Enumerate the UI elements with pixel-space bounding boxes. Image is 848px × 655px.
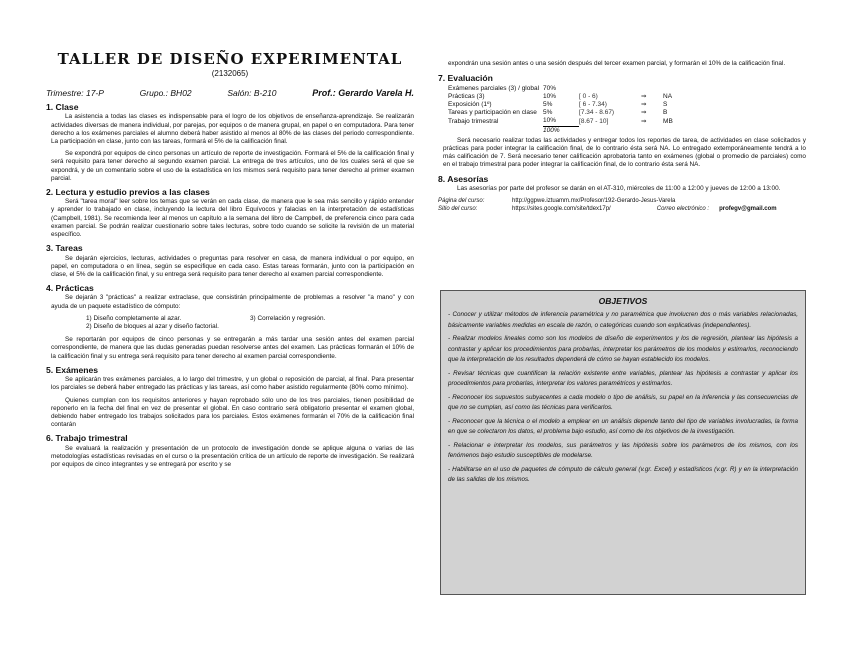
grupo: Grupo.: BH02 xyxy=(139,88,192,98)
document-title: TALLER DE DISEÑO EXPERIMENTAL xyxy=(57,50,403,68)
arrow-icon: ⇒ xyxy=(641,92,647,100)
section-examenes xyxy=(46,366,414,430)
list-item: 3) Correlación y regresión. xyxy=(250,314,326,322)
objetivo-item: - Realizar modelos lineales como son los modelos de diseño de experimentos y los de regresión, plantear las hipótesis a contrastar y aplicar los procedimientos para probarlas, interpretar los parámetros de los modelos y estimarlos, reconociendo que la interpretación de los resultados dependerá de cómo se hayan establecido los modelos. xyxy=(448,335,798,363)
asesorias-text: Las asesorías por parte del profesor se darán en el AT-310, miércoles de 11:00 a 12:00 y jueves de 12:00 a 13:00. xyxy=(457,184,781,192)
objetivo-item: - Conocer y utilizar métodos de inferencia paramétrica y no paramétrica que involucren dos o más variables relacionadas, básicamente variables medidas en escala de razón, o categóricas cuando son explicativas (independientes). xyxy=(448,311,798,329)
evaluation-row xyxy=(448,117,691,126)
evaluation-note: Será necesario realizar todas las actividades y entregar todos los reportes de tarea, de actividades en clase solicitados y prácticas para poder integrar la calificación final, de lo contrario ésta será NA. Lo entregado extemporáneamente tendrá a lo más calificación de 7. Será necesario tener calificación aprobatoria tanto en exámenes (global o promedio de parciales) como en el trabajo trimestral para poder integrar la calificación final, de lo contrario ésta será NA. xyxy=(443,136,806,169)
grade-range: [ 0 - 6) xyxy=(579,92,598,100)
evaluation-item: Exámenes parciales (3) / global xyxy=(448,84,540,92)
objetivo-item: - Revisar técnicas que cuantifican la relación existente entre variables, plantear las hipótesis a contrastar y aplicar los procedimientos para probarlas, interpretar los valores paramétricos y estimarlos. xyxy=(448,369,798,387)
section-title: 5. Exámenes xyxy=(46,364,99,375)
evaluation-table xyxy=(448,85,691,135)
grade-range: [8.67 - 10] xyxy=(579,117,609,125)
section-clase xyxy=(46,103,414,183)
section-paragraph: Se dejarán ejercicios, lecturas, actividades o preguntas para resolver en casa, de manera individual o por equipo, en papel, en computadora o en línea, según se especifique en cada caso. Estas tareas formarán, junto con la participación en clase, el 5% de la calificación final, y su entrega será requisito para tener derecho al examen parcial correspondiente. xyxy=(51,254,414,278)
section-title: 4. Prácticas xyxy=(46,283,94,294)
email-label: Correo electrónico : xyxy=(656,206,710,213)
objetivo-item: - Relacionar e interpretar los modelos, sus parámetros y las hipótesis sobre los parámetros de los mismos, con los fenómenos bajo estudio susceptibles de modelarse. xyxy=(448,441,798,459)
section-paragraph: Se dejarán 3 "prácticas" a realizar extraclase, que consistirán principalmente de problemas a resolver "a mano" y con ayuda de un paquete estadístico de cómputo: xyxy=(51,294,414,310)
evaluation-total: 100% xyxy=(543,126,579,135)
objetivo-item: - Reconocer que la técnica o el modelo a emplear en un análisis depende tanto del tipo de variables involucradas, la forma en que se colectaron los datos, el problema bajo estudio, así como de los objetivos de la investigación. xyxy=(448,417,798,435)
section-practicas xyxy=(46,284,414,361)
section-trabajo-trimestral xyxy=(46,434,414,469)
right-column xyxy=(438,60,806,213)
section-paragraph: Se evaluará la realización y presentación de un protocolo de investigación donde se aplique alguna o varias de las metodologías estadísticas revisadas en el curso o la presentación crítica de un artículo de reporte de investigación. Se realizará por equipos de cinco integrantes y se entregará por escrito y se xyxy=(51,444,414,469)
course-meta-row xyxy=(46,88,414,98)
section-title: 8. Asesorías xyxy=(438,173,489,184)
grade-label: MB xyxy=(663,117,673,125)
section-paragraph: Será "tarea moral" leer sobre los temas que se verán en cada clase, de manera que le sea más sencillo y rápido entender y aprender lo trabajado en clase, incluyendo la lectura del libro Equívocos y falacias en la interpretación de estadísticas (Campbell, 1981). Se recomienda leer al menos un capítulo a la semana del libro de Campbell, de preferencia cinco para cada examen parcial. Se podrán realizar cuestionario sobre tales lecturas, sobre todo cuando se solicite la revisión de un material específico. xyxy=(51,198,414,239)
grade-range xyxy=(579,85,641,93)
profesor: Prof.: Gerardo Varela H. xyxy=(312,88,414,98)
grade-label xyxy=(663,85,691,93)
evaluation-row xyxy=(448,109,691,117)
evaluation-table-wrap xyxy=(448,85,806,135)
course-page-label: Página del curso: xyxy=(438,198,485,205)
trabajo-continuation xyxy=(438,60,806,68)
grade-label: NA xyxy=(663,92,673,100)
section-tareas xyxy=(46,244,414,279)
evaluation-percent: 10% xyxy=(543,117,557,125)
evaluation-row xyxy=(448,101,691,109)
evaluation-row xyxy=(448,93,691,101)
list-item: 2) Diseño de bloques al azar y diseño factorial. xyxy=(86,323,219,331)
arrow-icon: ⇒ xyxy=(641,109,647,117)
objetivos-list xyxy=(448,310,798,486)
section-title: 2. Lectura y estudio previos a las clases xyxy=(46,186,210,197)
section-paragraph: Quienes cumplan con los requisitos anteriores y hayan reprobado sólo uno de los tres parciales, tienen posibilidad de reponerlo en la fecha del final en vez de presentar el global. En caso contrario será obligatorio presentar el examen global, debiendo haber entregado los trabajos solicitados para los parciales. Estos exámenes formarán el 70% de la calificación final contarán xyxy=(51,396,414,429)
evaluation-percent: 5% xyxy=(543,109,553,117)
evaluation-percent: 10% xyxy=(543,92,557,100)
section-title: 6. Trabajo trimestral xyxy=(46,433,128,444)
course-page-link[interactable]: http://ggpwe.iztuamm.mx/Profesor/192-Gerardo-Jesus-Varela xyxy=(512,198,676,205)
section-evaluacion xyxy=(438,74,806,169)
evaluation-item: Prácticas (3) xyxy=(448,92,485,100)
evaluation-item: Exposición (1º) xyxy=(448,100,492,108)
arrow-icon: ⇒ xyxy=(641,100,647,108)
grade-range: [7.34 - 8.67) xyxy=(579,109,615,117)
section-title: 1. Clase xyxy=(46,102,79,112)
grade-label: B xyxy=(663,109,668,117)
section-title: 7. Evaluación xyxy=(438,73,493,84)
section-lectura xyxy=(46,188,414,239)
objetivo-item: - Habilitarse en el uso de paquetes de cómputo de cálculo general (v.gr. Excel) y estadísticos (v.gr. R) y en la interpretación de las salidas de los mismos. xyxy=(448,465,798,483)
section-paragraph: Se aplicarán tres exámenes parciales, a lo largo del trimestre, y un global o reposición de parcial, al final. Para presentar los parciales se deberá haber entregado las prácticas y las tareas, así como haber asistido regularmente (80% como mínimo). xyxy=(51,376,414,392)
grade-label: S xyxy=(663,100,668,108)
section-asesorias xyxy=(438,175,806,194)
links-block xyxy=(438,197,806,213)
section-paragraph: Se reportarán por equipos de cinco personas y se entregarán a más tardar una sesión antes del examen parcial correspondiente, de manera que las dudas generadas puedan resolverse antes del examen. Las prácticas formarán el 10% de la calificación final y su entrega será requisito para tener derecho al examen parcial correspondiente. xyxy=(51,336,414,360)
course-code: (2132065) xyxy=(211,69,249,78)
left-column xyxy=(46,50,414,473)
objetivos-box xyxy=(440,290,806,595)
grade-range: [ 6 - 7.34) xyxy=(579,100,607,108)
evaluation-item: Tareas y participación en clase xyxy=(448,109,537,117)
arrow-icon xyxy=(641,85,663,93)
course-site-link[interactable]: https://sites.google.com/site/tdex17p/ xyxy=(512,206,611,213)
salon: Salón: B-210 xyxy=(227,88,277,98)
evaluation-percent: 5% xyxy=(543,100,553,108)
continuation-paragraph: expondrán una sesión antes o una sesión después del tercer examen parcial, y formarán el 10% de la calificación final. xyxy=(448,60,786,67)
practicas-list xyxy=(46,315,414,331)
list-item xyxy=(250,323,414,331)
arrow-icon: ⇒ xyxy=(641,117,647,125)
objetivos-title: OBJETIVOS xyxy=(598,296,648,306)
objetivo-item: - Reconocer los supuestos subyacentes a cada modelo o tipo de análisis, su papel en la inferencia y las consecuencias de que no se cumplan, así como las técnicas para verificarlos. xyxy=(448,393,798,411)
course-site-label: Sitio del curso: xyxy=(438,206,478,213)
evaluation-row xyxy=(448,85,691,93)
evaluation-item: Trabajo trimestral xyxy=(448,117,499,125)
section-title: 3. Tareas xyxy=(46,243,83,254)
list-item: 1) Diseño completamente al azar. xyxy=(86,314,182,322)
course-site-row xyxy=(438,205,806,213)
course-page-row xyxy=(438,197,806,205)
section-paragraph: Se expondrá por equipos de cinco personas un artículo de reporte de investigación. Formará el 5% de la calificación final y será requisito para tener derecho al segundo examen parcial. La entrega de tres artículos, uno de los cuales será el que se expondrá, y de un comentario sobre el uso de la estadística en los mismos será requisito para tener derecho al primer examen parcial. xyxy=(51,150,414,182)
evaluation-percent: 70% xyxy=(543,84,557,92)
trimestre: Trimestre: 17-P xyxy=(46,88,104,98)
section-paragraph: La asistencia a todas las clases es indispensable para el logro de los objetivos de enseñanza-aprendizaje. Se realizarán actividades diversas de manera individual, por parejas, por equipos o de manera grupal, en papel o en computadora. Para tener derecho a los exámenes parciales el alumno deberá haber asistido al menos al 80% de las clases del periodo correspondiente. La participación en clase, junto con las tareas, formará el 5% de la calificación final. xyxy=(51,113,414,145)
email-link[interactable]: profegv@gmail.com xyxy=(719,206,777,213)
